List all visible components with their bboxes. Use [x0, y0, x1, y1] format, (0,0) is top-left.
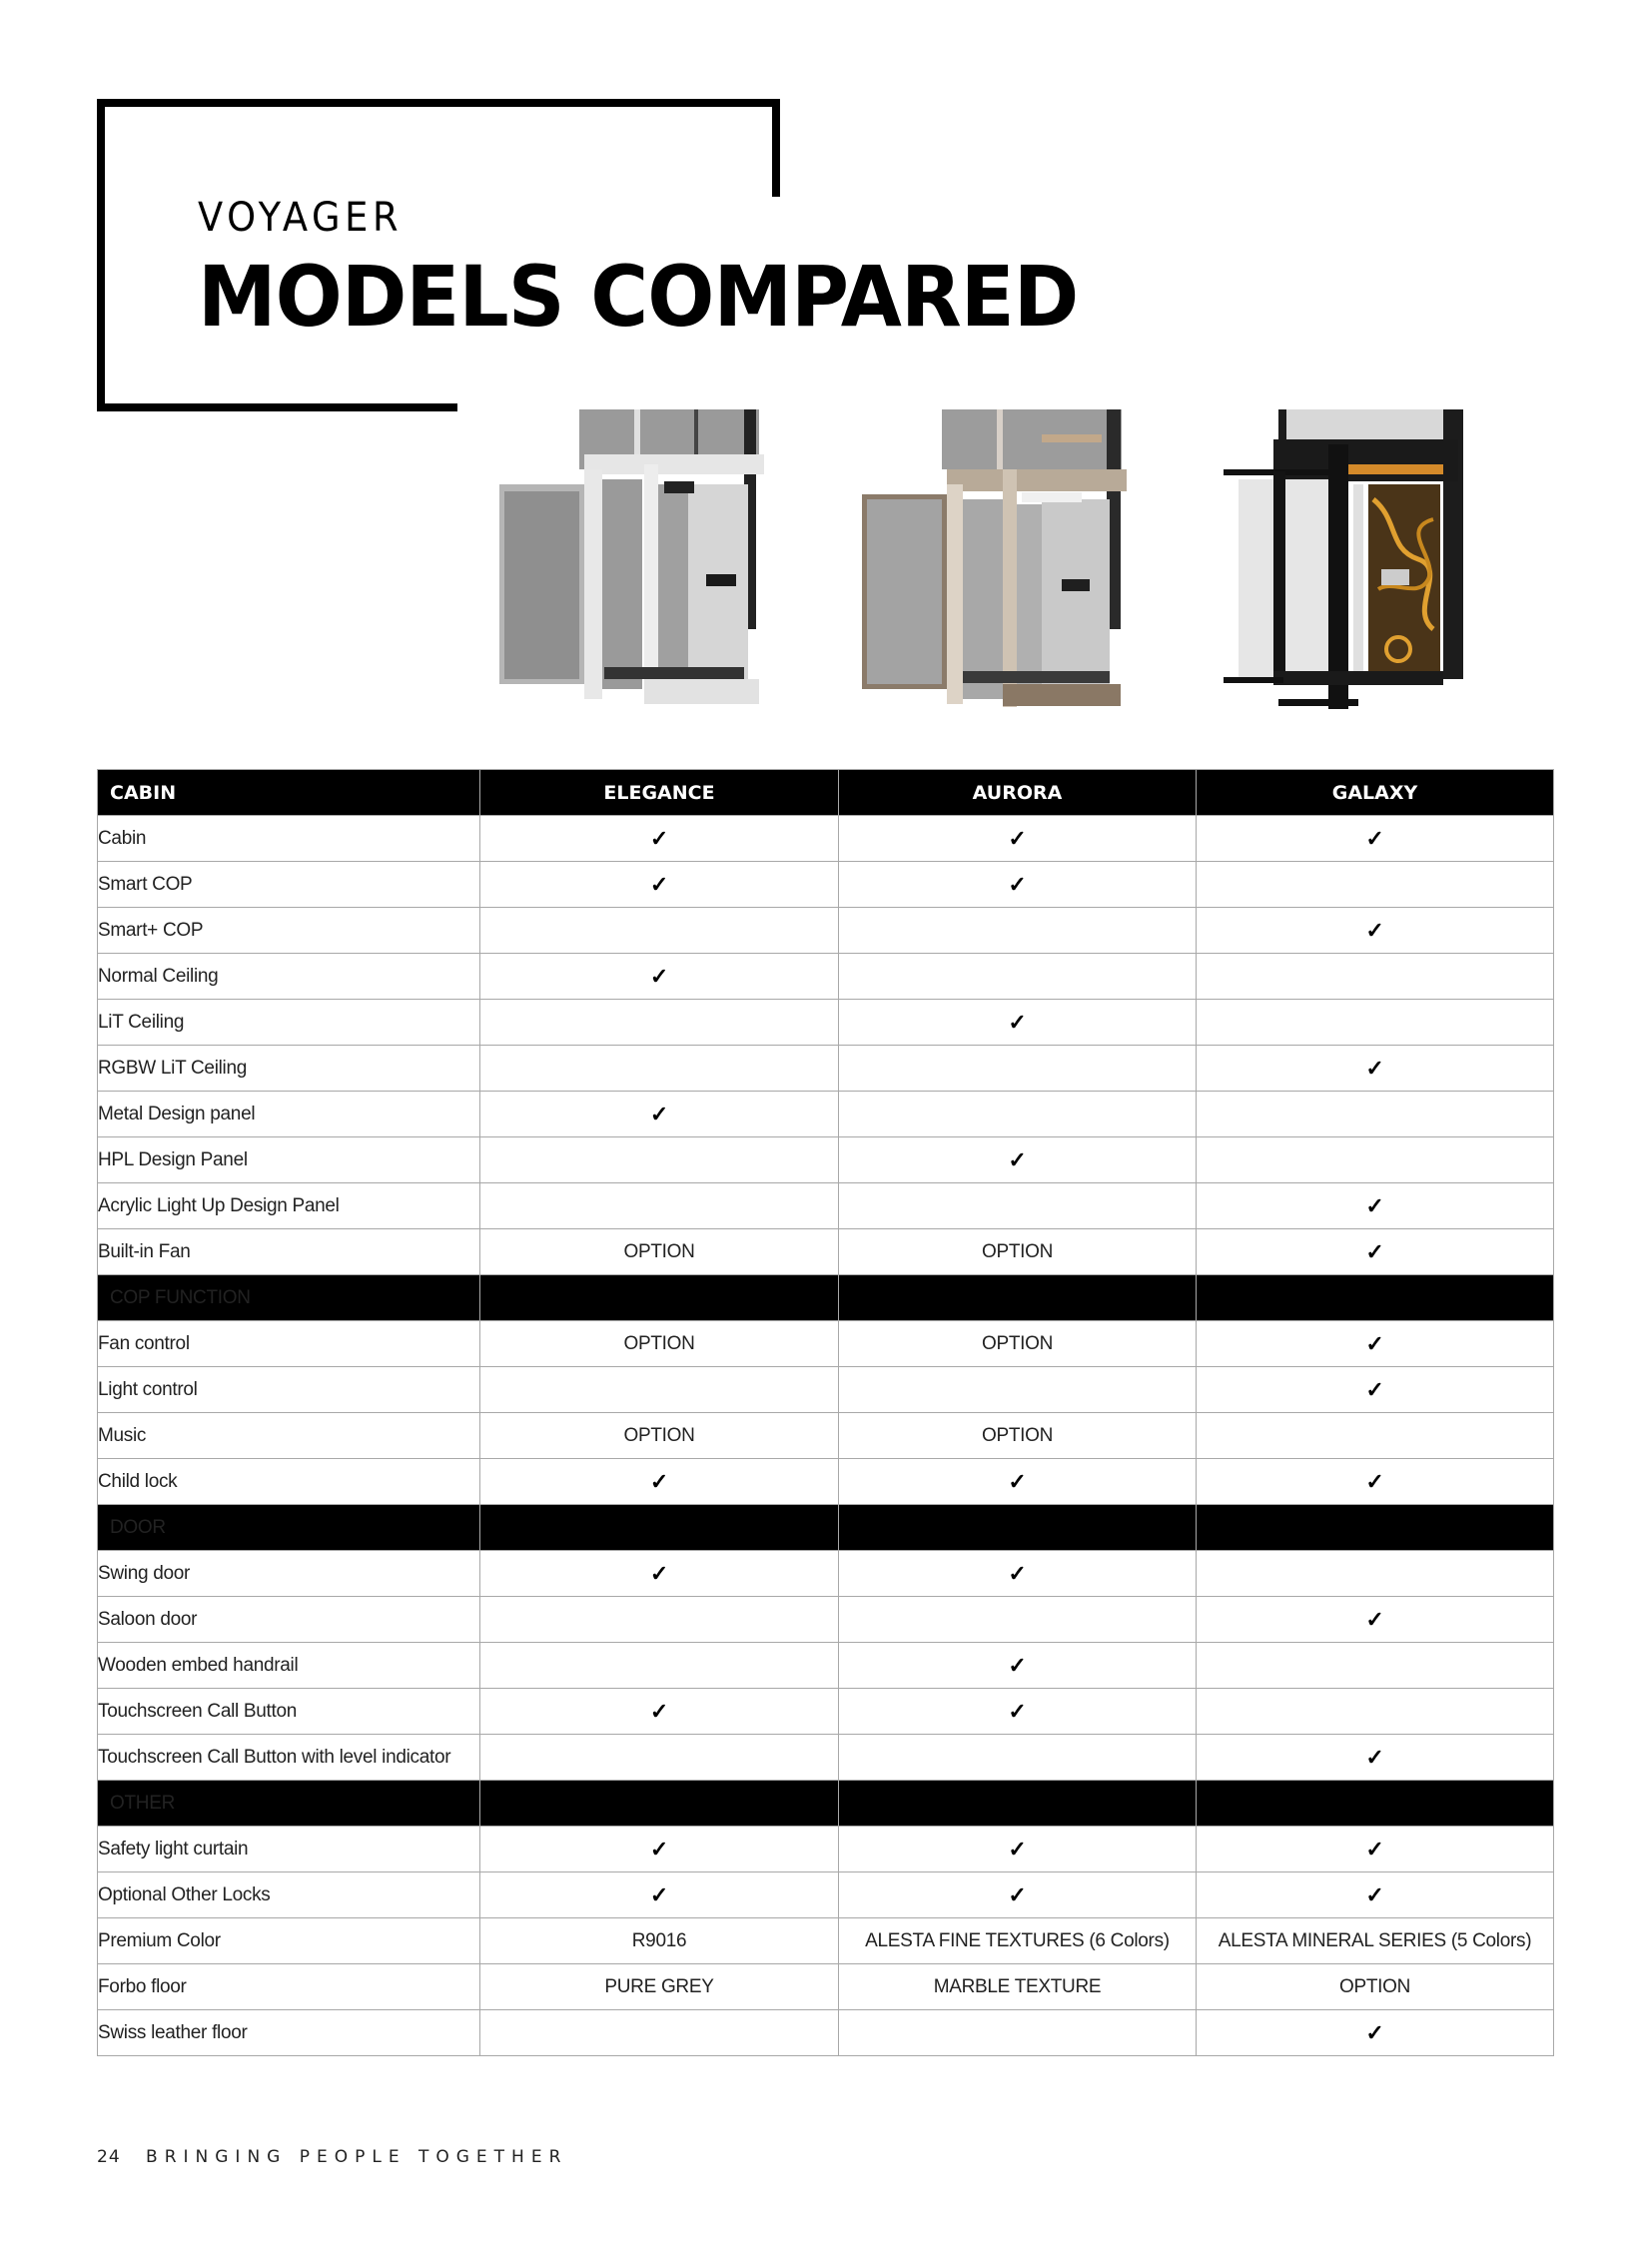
table-row	[98, 2010, 1554, 2056]
table-row	[98, 1321, 1554, 1367]
feature-value	[839, 1367, 1197, 1413]
table-row	[98, 1413, 1554, 1459]
check-icon: ✓	[480, 954, 839, 1000]
feature-value	[839, 1597, 1197, 1643]
feature-value: OPTION	[839, 1321, 1197, 1367]
section-header-row	[98, 1781, 1554, 1827]
table-row	[98, 816, 1554, 862]
feature-label: Swing door	[98, 1551, 480, 1597]
feature-value	[1197, 862, 1554, 908]
section-header-cell	[1197, 1275, 1554, 1321]
table-row	[98, 862, 1554, 908]
feature-value	[480, 908, 839, 954]
feature-value	[839, 954, 1197, 1000]
section-title: COP FUNCTION	[98, 1275, 480, 1321]
feature-label: Fan control	[98, 1321, 480, 1367]
page-footer	[97, 2147, 567, 2167]
feature-label: Saloon door	[98, 1597, 480, 1643]
column-header-cabin: CABIN	[98, 770, 480, 816]
table-row	[98, 1367, 1554, 1413]
feature-value	[839, 2010, 1197, 2056]
table-row	[98, 1918, 1554, 1964]
feature-label: Music	[98, 1413, 480, 1459]
check-icon: ✓	[480, 1827, 839, 1872]
feature-label: Forbo floor	[98, 1964, 480, 2010]
title-frame-top-border	[97, 99, 780, 107]
feature-label: Smart COP	[98, 862, 480, 908]
check-icon: ✓	[1197, 816, 1554, 862]
check-icon: ✓	[839, 1000, 1197, 1046]
feature-value: OPTION	[480, 1413, 839, 1459]
feature-value: R9016	[480, 1918, 839, 1964]
column-header-aurora: AURORA	[839, 770, 1197, 816]
feature-label: RGBW LiT Ceiling	[98, 1046, 480, 1092]
check-icon: ✓	[1197, 1229, 1554, 1275]
feature-value	[1197, 1137, 1554, 1183]
elevator-elegance-image	[494, 409, 774, 709]
table-row	[98, 1689, 1554, 1735]
section-header-cell	[480, 1275, 839, 1321]
feature-label: Touchscreen Call Button with level indicator	[98, 1735, 480, 1781]
feature-label: Safety light curtain	[98, 1827, 480, 1872]
check-icon: ✓	[839, 1137, 1197, 1183]
table-row	[98, 1872, 1554, 1918]
table-row	[98, 1964, 1554, 2010]
feature-value	[480, 1643, 839, 1689]
table-row	[98, 1597, 1554, 1643]
feature-value	[480, 1000, 839, 1046]
feature-value	[1197, 1000, 1554, 1046]
check-icon: ✓	[1197, 1827, 1554, 1872]
feature-value: OPTION	[1197, 1964, 1554, 2010]
check-icon: ✓	[480, 862, 839, 908]
check-icon: ✓	[1197, 1046, 1554, 1092]
feature-value	[1197, 1643, 1554, 1689]
feature-value: PURE GREY	[480, 1964, 839, 2010]
feature-value	[480, 1183, 839, 1229]
feature-value: ALESTA MINERAL SERIES (5 Colors)	[1197, 1918, 1554, 1964]
table-row	[98, 1092, 1554, 1137]
feature-value	[839, 1735, 1197, 1781]
feature-label: Acrylic Light Up Design Panel	[98, 1183, 480, 1229]
section-header-cell	[839, 1505, 1197, 1551]
check-icon: ✓	[480, 816, 839, 862]
feature-value	[480, 1137, 839, 1183]
table-row	[98, 1735, 1554, 1781]
feature-value: OPTION	[480, 1229, 839, 1275]
check-icon: ✓	[1197, 1459, 1554, 1505]
section-title: OTHER	[98, 1781, 480, 1827]
check-icon: ✓	[480, 1872, 839, 1918]
check-icon: ✓	[1197, 2010, 1554, 2056]
check-icon: ✓	[1197, 1597, 1554, 1643]
feature-label: Premium Color	[98, 1918, 480, 1964]
table-row	[98, 1551, 1554, 1597]
feature-label: HPL Design Panel	[98, 1137, 480, 1183]
section-header-cell	[1197, 1781, 1554, 1827]
feature-label: Cabin	[98, 816, 480, 862]
table-row	[98, 1046, 1554, 1092]
check-icon: ✓	[1197, 1367, 1554, 1413]
feature-label: Metal Design panel	[98, 1092, 480, 1137]
check-icon: ✓	[839, 1689, 1197, 1735]
check-icon: ✓	[1197, 1321, 1554, 1367]
feature-value	[1197, 1689, 1554, 1735]
check-icon: ✓	[839, 816, 1197, 862]
feature-value: OPTION	[480, 1321, 839, 1367]
feature-value	[1197, 954, 1554, 1000]
feature-value	[839, 1183, 1197, 1229]
table-row	[98, 908, 1554, 954]
page-title: MODELS COMPARED	[198, 248, 1079, 346]
check-icon: ✓	[839, 1551, 1197, 1597]
table-row	[98, 1137, 1554, 1183]
title-frame-left-border	[97, 99, 105, 411]
check-icon: ✓	[839, 862, 1197, 908]
table-row	[98, 1183, 1554, 1229]
feature-value: MARBLE TEXTURE	[839, 1964, 1197, 2010]
check-icon: ✓	[1197, 1183, 1554, 1229]
feature-value	[839, 908, 1197, 954]
feature-value: OPTION	[839, 1413, 1197, 1459]
feature-value: ALESTA FINE TEXTURES (6 Colors)	[839, 1918, 1197, 1964]
table-row	[98, 1827, 1554, 1872]
check-icon: ✓	[480, 1092, 839, 1137]
title-frame-right-border	[772, 99, 780, 197]
section-header-cell	[839, 1275, 1197, 1321]
page-subtitle: VOYAGER	[198, 195, 404, 241]
feature-label: Light control	[98, 1367, 480, 1413]
check-icon: ✓	[839, 1872, 1197, 1918]
feature-label: Smart+ COP	[98, 908, 480, 954]
check-icon: ✓	[1197, 1872, 1554, 1918]
column-header-galaxy: GALAXY	[1197, 770, 1554, 816]
check-icon: ✓	[839, 1643, 1197, 1689]
section-title: DOOR	[98, 1505, 480, 1551]
title-frame-bottom-border	[97, 403, 457, 411]
feature-label: LiT Ceiling	[98, 1000, 480, 1046]
feature-value: OPTION	[839, 1229, 1197, 1275]
models-comparison-table	[97, 769, 1554, 2056]
column-header-elegance: ELEGANCE	[480, 770, 839, 816]
feature-value	[839, 1046, 1197, 1092]
elevator-galaxy-image	[1219, 409, 1468, 709]
feature-value	[480, 1597, 839, 1643]
table-row	[98, 1000, 1554, 1046]
elevator-aurora-image	[857, 409, 1132, 709]
check-icon: ✓	[839, 1459, 1197, 1505]
feature-value	[1197, 1092, 1554, 1137]
feature-label: Touchscreen Call Button	[98, 1689, 480, 1735]
table-row	[98, 1459, 1554, 1505]
section-header-cell	[1197, 1505, 1554, 1551]
feature-value	[839, 1092, 1197, 1137]
section-header-cell	[839, 1781, 1197, 1827]
section-header-row	[98, 1275, 1554, 1321]
check-icon: ✓	[839, 1827, 1197, 1872]
check-icon: ✓	[480, 1551, 839, 1597]
feature-label: Wooden embed handrail	[98, 1643, 480, 1689]
feature-value	[1197, 1551, 1554, 1597]
section-header-row	[98, 1505, 1554, 1551]
feature-label: Built-in Fan	[98, 1229, 480, 1275]
feature-label: Normal Ceiling	[98, 954, 480, 1000]
table-header-row	[98, 770, 1554, 816]
table-row	[98, 1643, 1554, 1689]
feature-label: Swiss leather floor	[98, 2010, 480, 2056]
table-row	[98, 954, 1554, 1000]
feature-value	[480, 2010, 839, 2056]
table-row	[98, 1229, 1554, 1275]
feature-value	[480, 1367, 839, 1413]
feature-value	[1197, 1413, 1554, 1459]
feature-value	[480, 1735, 839, 1781]
footer-tagline: BRINGING PEOPLE TOGETHER	[146, 2147, 568, 2167]
check-icon: ✓	[480, 1459, 839, 1505]
feature-value	[480, 1046, 839, 1092]
feature-label: Optional Other Locks	[98, 1872, 480, 1918]
feature-label: Child lock	[98, 1459, 480, 1505]
section-header-cell	[480, 1505, 839, 1551]
check-icon: ✓	[1197, 908, 1554, 954]
check-icon: ✓	[1197, 1735, 1554, 1781]
section-header-cell	[480, 1781, 839, 1827]
page-number: 24	[97, 2147, 121, 2167]
check-icon: ✓	[480, 1689, 839, 1735]
